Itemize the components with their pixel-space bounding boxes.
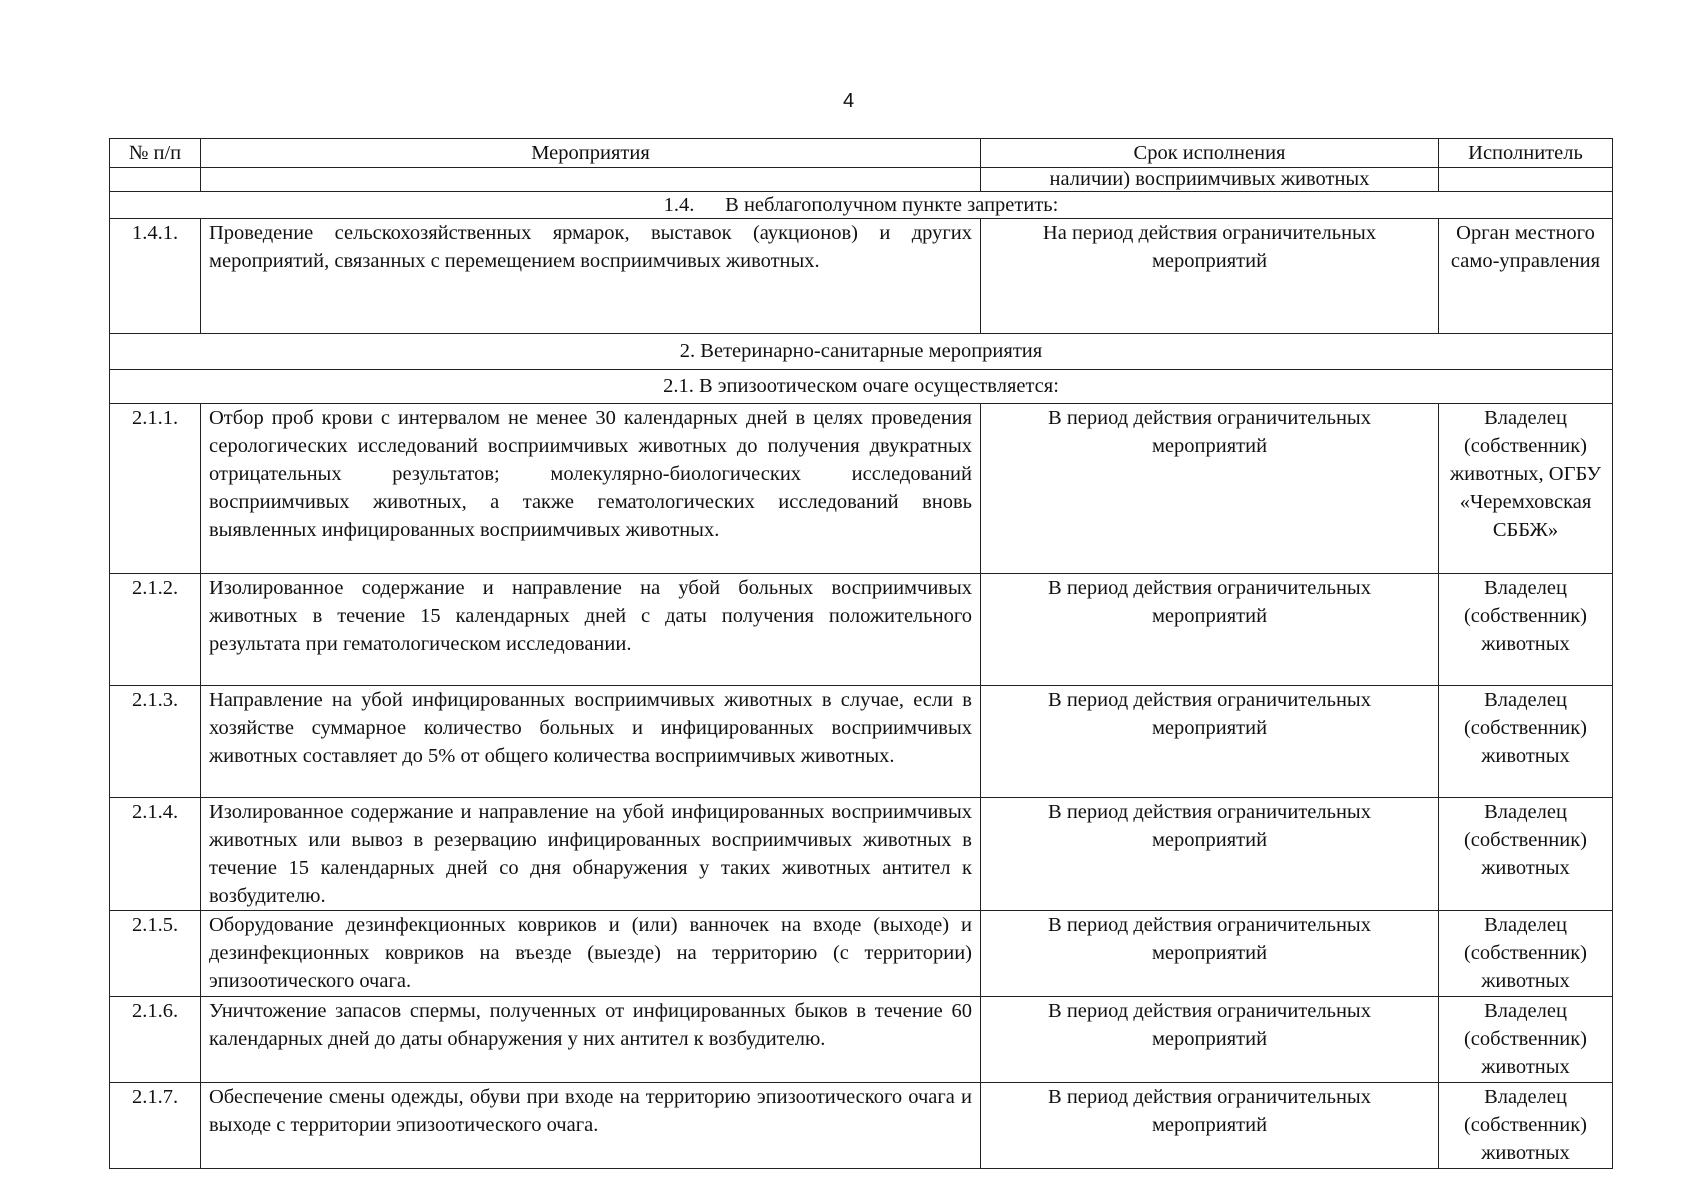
row-num: 2.1.1. [110, 404, 201, 574]
section-row [110, 192, 1613, 219]
row-num: 1.4.1. [110, 219, 201, 334]
table-row [110, 1083, 1613, 1169]
continuation-activity [201, 168, 981, 192]
row-term: В период действия ограничительных мероприятий [981, 686, 1439, 798]
row-term: В период действия ограничительных мероприятий [981, 404, 1439, 574]
header-term: Срок исполнения [981, 139, 1439, 168]
section-row [110, 370, 1613, 404]
row-term: В период действия ограничительных мероприятий [981, 798, 1439, 911]
row-activity: Уничтожение запасов спермы, полученных от инфицированных быков в течение 60 календарных дней до даты обнаружения у них антител к возбудителю. [201, 997, 981, 1083]
row-executor: Орган местного само-управления [1439, 219, 1613, 334]
table-row [110, 686, 1613, 798]
table-row [110, 911, 1613, 997]
row-num: 2.1.2. [110, 574, 201, 686]
row-activity: Обеспечение смены одежды, обуви при входе на территорию эпизоотического очага и выходе с территории эпизоотического очага. [201, 1083, 981, 1169]
row-activity: Изолированное содержание и направление на убой больных восприимчивых животных в течение 15 календарных дней с даты получения положительного результата при гематологическом исследовании. [201, 574, 981, 686]
table-header-row [110, 139, 1613, 168]
row-activity: Изолированное содержание и направление на убой инфицированных восприимчивых животных или вывоз в резервацию инфицированных восприимчивых животных в течение 15 календарных дней со дня обнаружения у таких животных антител к возбудителю. [201, 798, 981, 911]
row-num: 2.1.3. [110, 686, 201, 798]
table-row [110, 219, 1613, 334]
table-row [110, 574, 1613, 686]
header-num: № п/п [110, 139, 201, 168]
row-num: 2.1.5. [110, 911, 201, 997]
row-term: В период действия ограничительных мероприятий [981, 574, 1439, 686]
row-activity: Проведение сельскохозяйственных ярмарок, выставок (аукционов) и других мероприятий, связанных с перемещением восприимчивых животных. [201, 219, 981, 334]
measures-table [109, 138, 1613, 1169]
row-num: 2.1.4. [110, 798, 201, 911]
continuation-num [110, 168, 201, 192]
section-2-1-title: 2.1. В эпизоотическом очаге осуществляется: [110, 370, 1613, 404]
row-term: В период действия ограничительных мероприятий [981, 997, 1439, 1083]
row-executor: Владелец (собственник) животных, ОГБУ «Черемховская СББЖ» [1439, 404, 1613, 574]
row-executor: Владелец (собственник) животных [1439, 798, 1613, 911]
row-executor: Владелец (собственник) животных [1439, 997, 1613, 1083]
row-activity: Оборудование дезинфекционных ковриков и (или) ванночек на входе (выходе) и дезинфекционных ковриков на въезде (выезде) на территорию (с территории) эпизоотического очага. [201, 911, 981, 997]
row-activity: Отбор проб крови с интервалом не менее 30 календарных дней в целях проведения серологических исследований восприимчивых животных до получения двукратных отрицательных результатов; молекулярно-биологических исследований восприимчивых животных, а также гематологических исследований вновь выявленных инфицированных восприимчивых животных. [201, 404, 981, 574]
section-row [110, 334, 1613, 370]
row-term: На период действия ограничительных мероприятий [981, 219, 1439, 334]
table-row [110, 404, 1613, 574]
row-executor: Владелец (собственник) животных [1439, 686, 1613, 798]
table-row [110, 997, 1613, 1083]
row-executor: Владелец (собственник) животных [1439, 911, 1613, 997]
section-2-title: 2. Ветеринарно-санитарные мероприятия [110, 334, 1613, 370]
row-executor: Владелец (собственник) животных [1439, 574, 1613, 686]
continuation-row [110, 168, 1613, 192]
header-activity: Мероприятия [201, 139, 981, 168]
continuation-executor [1439, 168, 1613, 192]
continuation-term: наличии) восприимчивых животных [981, 168, 1439, 192]
row-num: 2.1.7. [110, 1083, 201, 1169]
page-number: 4 [842, 90, 855, 112]
row-num: 2.1.6. [110, 997, 201, 1083]
row-term: В период действия ограничительных мероприятий [981, 911, 1439, 997]
row-executor: Владелец (собственник) животных [1439, 1083, 1613, 1169]
section-1-4-title: 1.4. В неблагополучном пункте запретить: [110, 192, 1613, 219]
row-activity: Направление на убой инфицированных восприимчивых животных в случае, если в хозяйстве суммарное количество больных и инфицированных восприимчивых животных составляет до 5% от общего количества восприимчивых животных. [201, 686, 981, 798]
header-executor: Исполнитель [1439, 139, 1613, 168]
table-row [110, 798, 1613, 911]
row-term: В период действия ограничительных мероприятий [981, 1083, 1439, 1169]
